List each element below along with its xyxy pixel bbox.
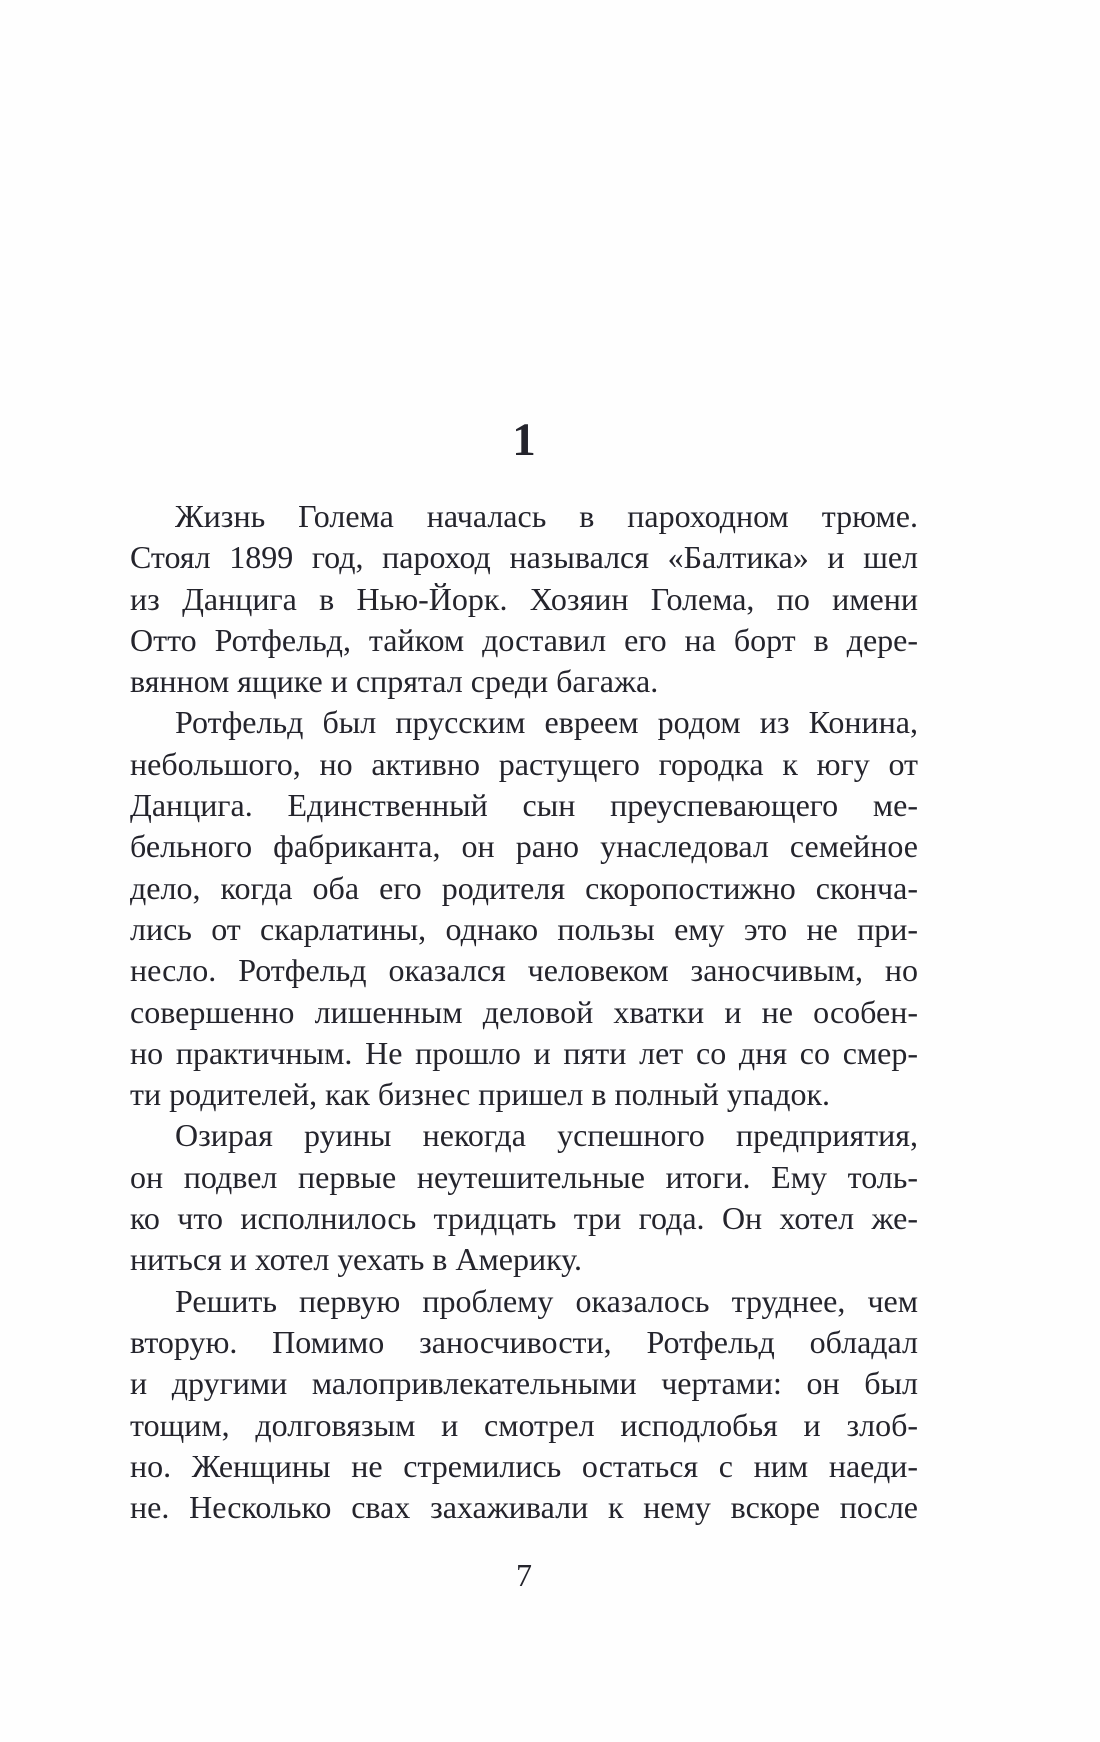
chapter-heading: 1 (512, 414, 536, 466)
text-line: он подвел первые неутешительные итоги. Ему толь- (130, 1158, 918, 1195)
text-line: ниться и хотел уехать в Америку. (130, 1241, 582, 1278)
text-line: совершенно лишенным деловой хватки и не особен- (130, 993, 918, 1030)
text-line: вянном ящике и спрятал среди багажа. (130, 663, 659, 700)
body-text (130, 496, 918, 1528)
text-line: Данцига. Единственный сын преуспевающего ме- (130, 787, 918, 824)
text-line: тощим, долговязым и смотрел исподлобья и злоб- (130, 1406, 918, 1443)
text-line: Отто Ротфельд, тайком доставил его на борт в дере- (130, 621, 918, 658)
text-line: небольшого, но активно растущего городка к югу от (130, 745, 918, 782)
text-line: Стоял 1899 год, пароход назывался «Балтика» и шел (130, 539, 918, 576)
text-line: но. Женщины не стремились остаться с ним наеди- (130, 1447, 918, 1484)
text-line: не. Несколько свах захаживали к нему вскоре после (130, 1489, 918, 1526)
text-line: из Данцига в Нью-Йорк. Хозяин Голема, по имени (130, 580, 918, 617)
text-line: лись от скарлатины, однако пользы ему это не при- (130, 910, 918, 947)
text-line: вторую. Помимо заносчивости, Ротфельд обладал (130, 1323, 918, 1360)
text-line: Жизнь Голема началась в пароходном трюме. (175, 498, 918, 534)
text-line: Решить первую проблему оказалось труднее, чем (175, 1282, 918, 1319)
text-line: Озирая руины некогда успешного предприятия, (175, 1117, 918, 1154)
text-line: ти родителей, как бизнес пришел в полный упадок. (130, 1076, 831, 1113)
page-number: 7 (516, 1557, 532, 1593)
text-line: ко что исполнилось тридцать три года. Он хотел же- (130, 1200, 918, 1237)
text-line: бельного фабриканта, он рано унаследовал семейное (130, 828, 918, 865)
text-line: Ротфельд был прусским евреем родом из Конина, (175, 704, 918, 741)
text-line: несло. Ротфельд оказался человеком заносчивым, но (130, 952, 918, 989)
text-line: но практичным. Не прошло и пяти лет со дня со смер- (130, 1034, 918, 1071)
text-line: дело, когда оба его родителя скоропостижно сконча- (130, 869, 918, 906)
text-line: и другими малопривлекательными чертами: он был (130, 1365, 918, 1402)
